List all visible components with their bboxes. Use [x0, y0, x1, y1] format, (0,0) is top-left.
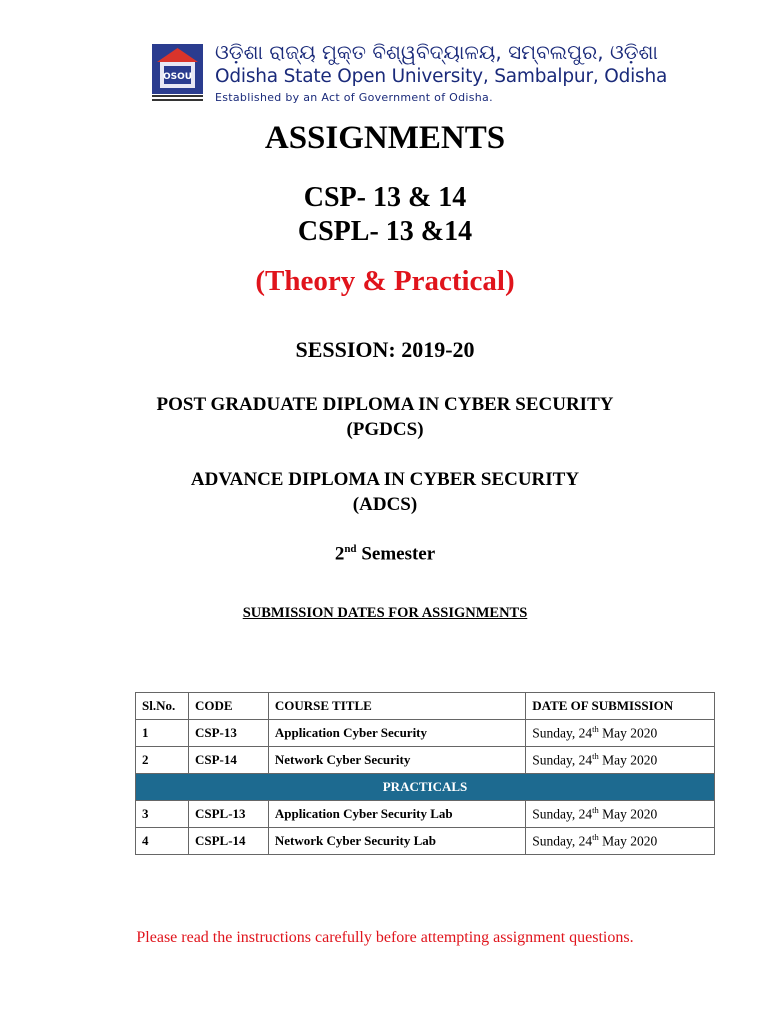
cell-date: Sunday, 24th May 2020: [526, 720, 715, 747]
cell-code: CSP-14: [188, 747, 268, 774]
programme-abbr: (ADCS): [352, 494, 418, 515]
instructions-note: Please read the instructions carefully before attempting assignment questions.: [136, 929, 634, 946]
course-codes-theory: CSP- 13 & 14: [303, 182, 467, 213]
course-codes-practical: CSPL- 13 &14: [297, 216, 473, 247]
cell-date: Sunday, 24th May 2020: [526, 801, 715, 828]
cell-slno: 1: [136, 720, 189, 747]
university-name: Odisha State Open University, Sambalpur, Odisha: [215, 66, 668, 87]
header-slno: Sl.No.: [136, 693, 189, 720]
cell-course-title: Application Cyber Security: [268, 720, 525, 747]
header-course-title: COURSE TITLE: [268, 693, 525, 720]
programme-name: POST GRADUATE DIPLOMA IN CYBER SECURITY: [156, 394, 614, 415]
cell-slno: 4: [136, 828, 189, 855]
university-name-odia: ଓଡ଼ିଶା ରାଜ୍ୟ ମୁକ୍ତ ବିଶ୍ୱବିଦ୍ୟାଳୟ, ସମ୍ବଲପୁର, ଓଡ଼ିଶା: [215, 40, 658, 64]
cell-date: Sunday, 24th May 2020: [526, 747, 715, 774]
table-row: [136, 801, 715, 828]
table-row: [136, 828, 715, 855]
university-logo: [150, 42, 205, 104]
section-row-practicals: [136, 774, 715, 801]
svg-text:OSOU: OSOU: [162, 72, 193, 82]
cell-course-title: Network Cyber Security Lab: [268, 828, 525, 855]
submission-table: [135, 692, 715, 855]
table-row: [136, 747, 715, 774]
cell-code: CSPL-13: [188, 801, 268, 828]
table-header-row: [136, 693, 715, 720]
header-code: CODE: [188, 693, 268, 720]
section-label: PRACTICALS: [136, 774, 715, 801]
header-date: DATE OF SUBMISSION: [526, 693, 715, 720]
session-label: SESSION: 2019-20: [295, 337, 475, 362]
cell-course-title: Application Cyber Security Lab: [268, 801, 525, 828]
cell-date: Sunday, 24th May 2020: [526, 828, 715, 855]
establishment-note: Established by an Act of Government of Odisha.: [215, 91, 493, 104]
programme-name: ADVANCE DIPLOMA IN CYBER SECURITY: [190, 469, 580, 490]
cell-code: CSPL-14: [188, 828, 268, 855]
submission-heading: SUBMISSION DATES FOR ASSIGNMENTS: [242, 605, 528, 621]
cell-slno: 3: [136, 801, 189, 828]
cell-slno: 2: [136, 747, 189, 774]
cell-course-title: Network Cyber Security: [268, 747, 525, 774]
subtitle: (Theory & Practical): [255, 265, 515, 297]
cell-code: CSP-13: [188, 720, 268, 747]
table-row: [136, 720, 715, 747]
semester-label: 2nd Semester: [334, 543, 436, 565]
programme-abbr: (PGDCS): [346, 419, 424, 440]
page-title: ASSIGNMENTS: [264, 120, 506, 156]
